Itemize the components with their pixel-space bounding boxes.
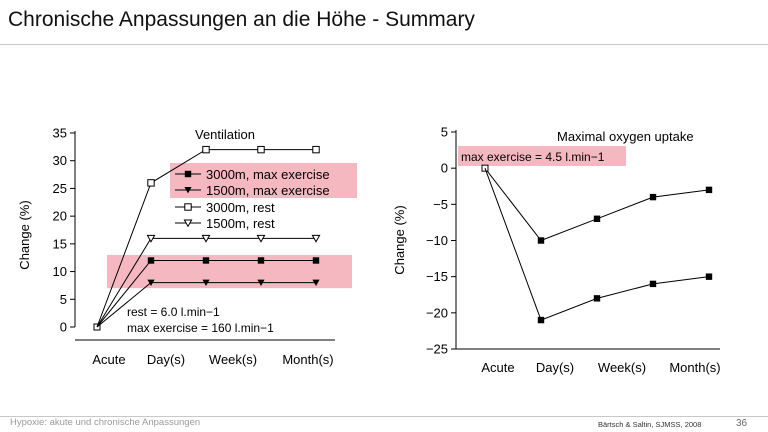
ventilation-ytick-label: 30 [52, 153, 67, 169]
ventilation-ytick-label: 35 [52, 125, 67, 141]
ventilation-xtick-label: Day(s) [146, 352, 186, 367]
vo2max-data-point [650, 281, 656, 287]
vo2max-ytick-label: −25 [425, 341, 448, 357]
legend-label: 1500m, rest [206, 216, 275, 231]
legend-label: 1500m, max exercise [206, 183, 330, 198]
vo2max-data-point [538, 237, 544, 243]
ventilation-ytick-label: 20 [52, 208, 67, 224]
vo2max-xtick-label: Acute [481, 360, 515, 375]
citation: Bärtsch & Saltin, SJMSS, 2008 [598, 420, 702, 429]
ventilation-annotation-rest: rest = 6.0 l.min−1 [127, 305, 220, 319]
vo2max-data-point [538, 317, 544, 323]
ventilation-ytick-label: 25 [52, 180, 67, 196]
vo2max-xtick-label: Week(s) [597, 360, 647, 375]
ventilation-ytick-label: 5 [59, 291, 67, 307]
page-number: 36 [736, 418, 748, 429]
ventilation-ytick-label: 15 [52, 236, 67, 252]
ventilation-ytick-label: 10 [52, 264, 67, 280]
vo2max-chart-title: Maximal oxygen uptake [557, 129, 694, 144]
ventilation-ylabel: Change (%) [17, 200, 32, 270]
vo2max-ytick-label: 0 [440, 160, 448, 176]
vo2max-data-point [650, 194, 656, 200]
vo2max-ytick-label: −15 [425, 269, 448, 285]
vo2max-ytick-label: 5 [440, 124, 448, 140]
ventilation-annotation-max: max exercise = 160 l.min−1 [127, 321, 274, 335]
ventilation-chart-title: Ventilation [195, 127, 255, 142]
vo2max-xtick-label: Month(s) [669, 360, 721, 375]
legend-label: 3000m, max exercise [206, 167, 330, 182]
vo2max-ytick-label: −20 [425, 305, 448, 321]
footer-text: Hypoxie: akute und chronische Anpassungen [10, 417, 201, 428]
vo2max-data-point [594, 216, 600, 222]
vo2max-annotation-max: max exercise = 4.5 l.min−1 [461, 150, 605, 164]
ventilation-xtick-label: Week(s) [208, 352, 258, 367]
legend-label: 3000m, rest [206, 200, 275, 215]
slide-title: Chronische Anpassungen an die Höhe - Summary [8, 8, 475, 31]
vo2max-data-point [706, 187, 712, 193]
vo2max-ytick-label: −10 [425, 233, 448, 248]
vo2max-xtick-label: Day(s) [535, 360, 575, 375]
vo2max-ytick-label: −5 [433, 196, 448, 212]
vo2max-ylabel: Change (%) [392, 205, 407, 275]
vo2max-series-line [485, 168, 709, 240]
ventilation-xtick-label: Month(s) [282, 352, 334, 367]
ventilation-xtick-label: Acute [92, 352, 126, 367]
ventilation-ytick-label: 0 [59, 319, 67, 335]
vo2max-data-point [706, 273, 712, 279]
vo2max-data-point [594, 295, 600, 301]
